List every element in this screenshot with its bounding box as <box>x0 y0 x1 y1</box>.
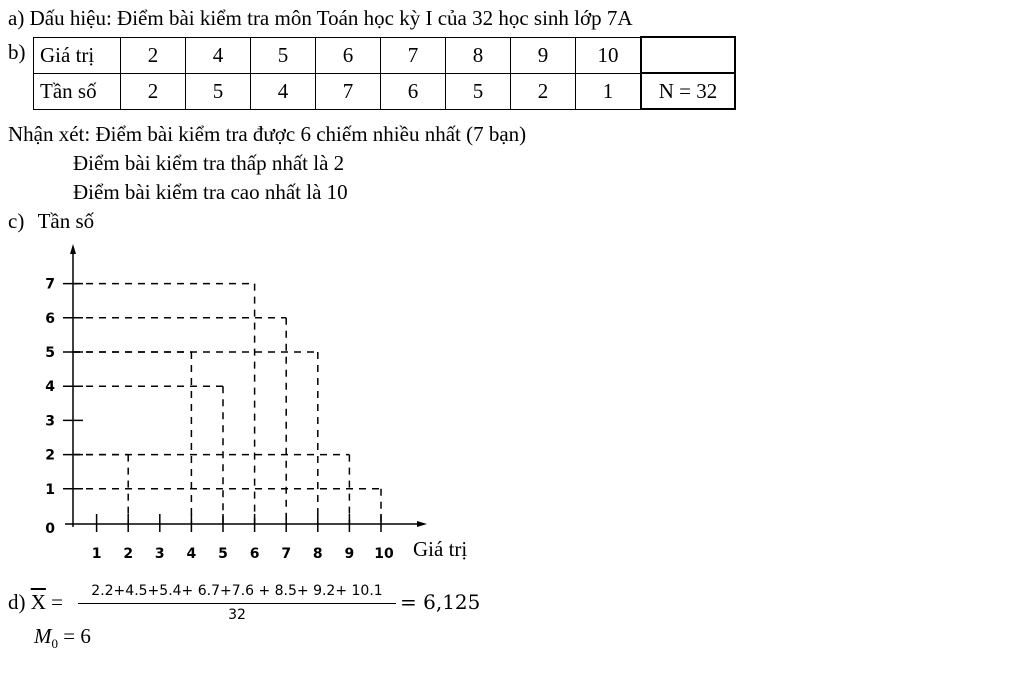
x-tick-label: 9 <box>344 546 355 562</box>
freq-cell: 5 <box>186 73 251 109</box>
y-tick-label: 3 <box>45 413 55 430</box>
fraction-numerator: 2.2+4.5+5.4+ 6.7+7.6 + 8.5+ 9.2+ 10.1 <box>78 583 396 604</box>
x-tick-label: 5 <box>218 546 228 562</box>
mean-equals: = <box>51 590 64 614</box>
mode-symbol: M <box>34 624 52 648</box>
y-tick-label: 6 <box>45 310 55 327</box>
freq-cell: 2 <box>121 73 186 109</box>
mean-fraction <box>78 583 396 623</box>
y-tick-label: 4 <box>45 379 55 396</box>
remark-line-3: Điểm bài kiểm tra cao nhất là 10 <box>73 180 348 204</box>
x-tick-label: 1 <box>91 546 102 562</box>
value-cell: 7 <box>381 37 446 73</box>
freq-cell: 4 <box>251 73 316 109</box>
part-a-text: Dấu hiệu: Điểm bài kiểm tra môn Toán học kỳ I của 32 học sinh lớp 7A <box>29 6 633 30</box>
part-c-label: c) <box>8 209 25 233</box>
y-tick-label: 0 <box>45 521 55 537</box>
header-value-cell: Giá trị <box>34 37 121 73</box>
y-tick-label: 7 <box>45 276 55 293</box>
value-cell: 6 <box>316 37 381 73</box>
value-cell: 10 <box>576 37 642 73</box>
value-cell: 9 <box>511 37 576 73</box>
y-tick-label: 2 <box>45 447 55 464</box>
freq-cell: 5 <box>446 73 511 109</box>
value-cell: 8 <box>446 37 511 73</box>
value-cell: 2 <box>121 37 186 73</box>
x-tick-label: 2 <box>123 546 134 562</box>
part-d-line <box>8 592 63 613</box>
x-tick-label: 7 <box>281 546 292 562</box>
mode-value: = 6 <box>63 624 91 648</box>
value-cell: 4 <box>186 37 251 73</box>
remark-line-2: Điểm bài kiểm tra thấp nhất là 2 <box>73 151 345 175</box>
x-tick-label: 10 <box>374 546 394 562</box>
part-b-label: b) <box>8 40 26 64</box>
mode-subscript: 0 <box>51 636 58 652</box>
x-tick-label: 6 <box>249 546 260 562</box>
y-axis-arrow <box>70 244 76 254</box>
freq-cell: 1 <box>576 73 642 109</box>
x-tick-label: 8 <box>312 546 323 562</box>
y-axis-title: Tần số <box>37 209 95 233</box>
fraction-denominator: 32 <box>228 607 246 623</box>
y-tick-label: 1 <box>45 481 55 498</box>
x-tick-label: 4 <box>186 546 197 562</box>
value-cell: 5 <box>251 37 316 73</box>
freq-cell: 6 <box>381 73 446 109</box>
mode-line <box>34 626 91 650</box>
freq-cell: 2 <box>511 73 576 109</box>
x-axis-arrow <box>417 521 427 527</box>
remark-line-1: Nhận xét: Điểm bài kiểm tra được 6 chiếm nhiều nhất (7 bạn) <box>8 122 527 146</box>
header-freq-cell: Tần số <box>34 73 121 109</box>
x-tick-label: 3 <box>154 546 165 562</box>
part-a-label: a) <box>8 6 25 30</box>
y-tick-label: 5 <box>45 345 55 361</box>
total-cell: N = 32 <box>641 73 735 109</box>
mean-result: = 6,125 <box>400 590 481 614</box>
freq-cell: 7 <box>316 73 381 109</box>
mean-symbol: $\overline{X}$ <box>30 590 46 614</box>
part-d-label: d) <box>8 590 26 614</box>
x-axis-title: Giá trị <box>413 537 468 561</box>
